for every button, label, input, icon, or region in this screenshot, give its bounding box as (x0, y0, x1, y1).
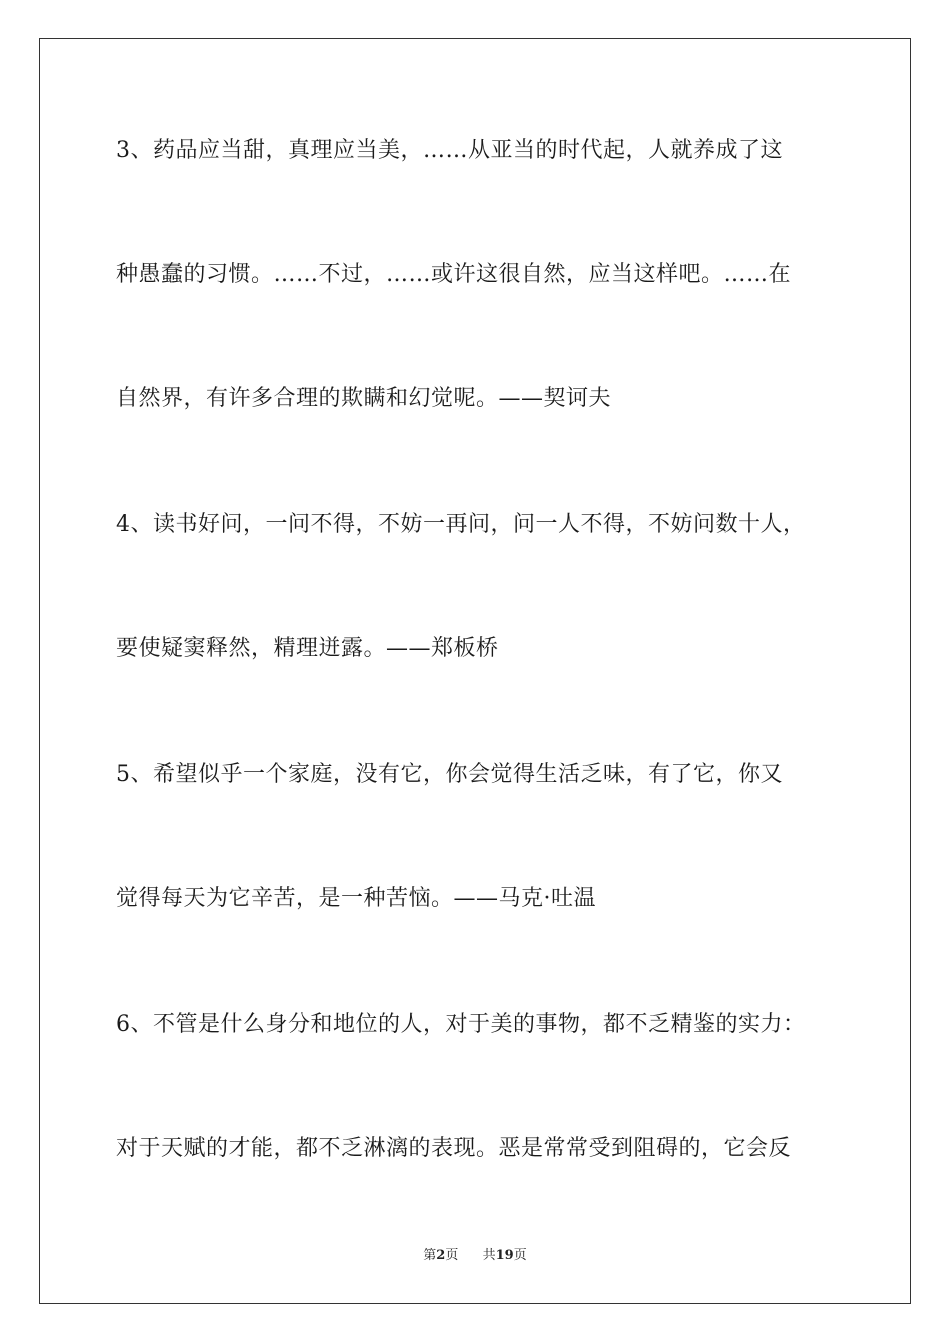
text-line: 自然界，有许多合理的欺瞒和幻觉呢。——契诃夫 (116, 386, 612, 411)
total-prefix: 共 (482, 1248, 496, 1263)
total-pages: 19 (495, 1248, 514, 1263)
total-pages-indicator (483, 1248, 527, 1263)
page-number: 2 (436, 1248, 446, 1263)
text-line: 种愚蠢的习惯。……不过，……或许这很自然，应当这样吧。……在 (116, 262, 792, 287)
page-indicator (423, 1248, 458, 1263)
text-line: 5、希望似乎一个家庭，没有它，你会觉得生活乏味，有了它，你又 (116, 762, 783, 787)
text-line: 6、不管是什么身分和地位的人，对于美的事物，都不乏精鉴的实力： (116, 1012, 806, 1037)
page-suffix: 页 (445, 1248, 459, 1263)
page-footer (0, 1248, 950, 1264)
text-line: 对于天赋的才能，都不乏淋漓的表现。恶是常常受到阻碍的，它会反 (116, 1136, 792, 1161)
total-suffix: 页 (513, 1248, 527, 1263)
page-prefix: 第 (423, 1248, 437, 1263)
text-line: 要使疑窦释然，精理迸露。——郑板桥 (116, 636, 499, 661)
page-border (39, 38, 911, 1304)
text-line: 觉得每天为它辛苦，是一种苦恼。——马克·吐温 (116, 886, 596, 911)
text-line: 4、读书好问，一问不得，不妨一再问，问一人不得，不妨问数十人， (116, 512, 806, 537)
text-line: 3、药品应当甜，真理应当美，……从亚当的时代起，人就养成了这 (116, 138, 783, 163)
